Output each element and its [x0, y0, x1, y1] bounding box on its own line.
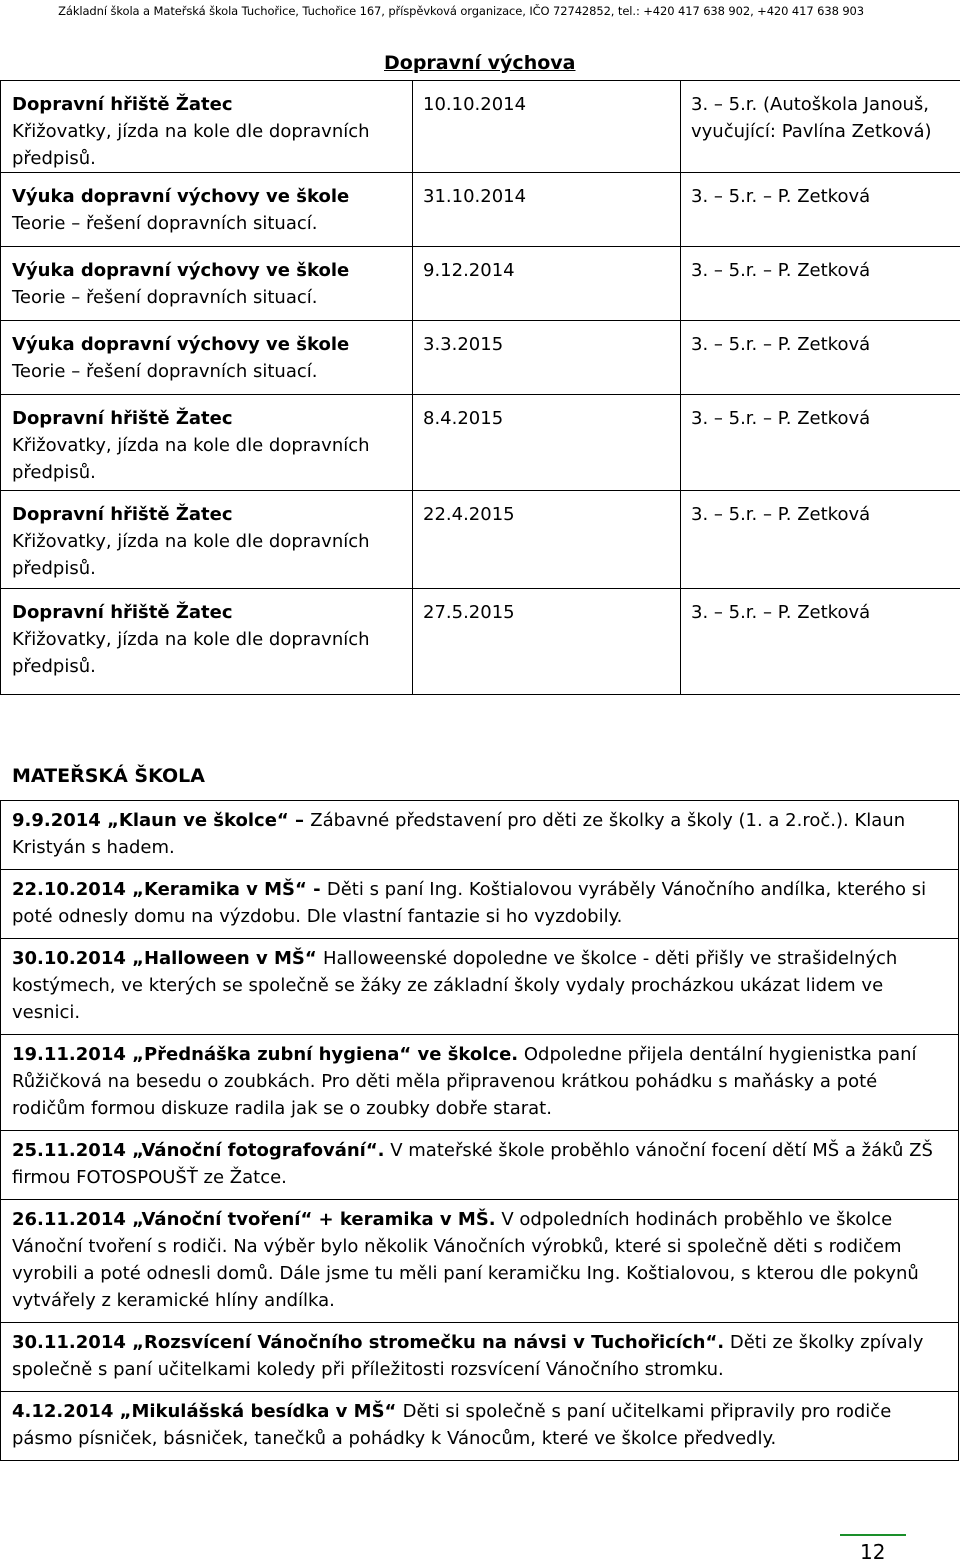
participants-cell: 3. – 5.r. – P. Zetková	[681, 589, 960, 695]
materska-skola-heading: MATEŘSKÁ ŠKOLA	[12, 765, 205, 787]
schedule-row	[1, 491, 960, 589]
event-description: Děti ze školky zpívaly společně s paní učitelkami koledy při příležitosti rozsvícení Vánočního stromku.	[12, 1332, 924, 1380]
activity-title: Dopravní hřiště Žatec	[12, 602, 233, 623]
date-cell: 8.4.2015	[413, 395, 681, 491]
event-row	[1, 1035, 959, 1131]
activity-cell	[1, 491, 413, 589]
event-title: 19.11.2014 „Přednáška zubní hygiena“ ve školce.	[12, 1044, 519, 1065]
date-cell: 10.10.2014	[413, 81, 681, 173]
event-title: 26.11.2014 „Vánoční tvoření“ + keramika v MŠ.	[12, 1209, 496, 1230]
event-description: Odpoledne přijela dentální hygienistka paní Růžičková na besedu o zoubkách. Pro děti měla připravenou krátkou pohádku s maňásky a poté rodičům formou diskuze radila jak se o zoubky dobře starat.	[12, 1044, 917, 1119]
event-description: Děti s paní Ing. Koštialovou vyráběly Vánočního andílka, kterého si poté odnesly domu na výzdobu. Dle vlastní fantazie si ho vyzdobily.	[12, 879, 927, 927]
activity-cell	[1, 395, 413, 491]
event-row	[1, 1323, 959, 1392]
date-cell: 3.3.2015	[413, 321, 681, 395]
schedule-row	[1, 247, 960, 321]
event-cell	[1, 1392, 959, 1461]
date-cell: 9.12.2014	[413, 247, 681, 321]
participants-cell: 3. – 5.r. – P. Zetková	[681, 247, 960, 321]
event-description: V odpoledních hodinách proběhlo ve školce Vánoční tvoření s rodiči. Na výběr bylo několik Vánočních výrobků, které si společně děti s rodičem vyrobili a poté odnesli domů. Dále jsme tu měli paní keramičku Ing. Koštialovou, s kterou dle pokynů vytvářely z keramické hlíny andílka.	[12, 1209, 919, 1311]
activity-description: Křižovatky, jízda na kole dle dopravních předpisů.	[12, 531, 370, 579]
event-title: 25.11.2014 „Vánoční fotografování“.	[12, 1140, 385, 1161]
schedule-row	[1, 395, 960, 491]
event-title: 4.12.2014 „Mikulášská besídka v MŠ“	[12, 1401, 403, 1422]
participants-cell: 3. – 5.r. – P. Zetková	[681, 173, 960, 247]
event-title: 30.11.2014 „Rozsvícení Vánočního stromečku na návsi v Tuchořicích“.	[12, 1332, 725, 1353]
activity-description: Křižovatky, jízda na kole dle dopravních předpisů.	[12, 435, 370, 483]
event-title: 30.10.2014 „Halloween v MŠ“	[12, 948, 323, 969]
event-cell	[1, 1035, 959, 1131]
event-cell	[1, 1323, 959, 1392]
activity-cell	[1, 81, 413, 173]
activity-description: Křižovatky, jízda na kole dle dopravních předpisů.	[12, 121, 370, 169]
activity-title: Výuka dopravní výchovy ve škole	[12, 186, 350, 207]
event-description: V mateřské škole proběhlo vánoční focení dětí MŠ a žáků ZŠ firmou FOTOSPOUŠŤ ze Žatce.	[12, 1140, 933, 1188]
activity-cell	[1, 589, 413, 695]
participants-cell: 3. – 5.r. (Autoškola Janouš, vyučující: Pavlína Zetková)	[681, 81, 960, 173]
activity-title: Výuka dopravní výchovy ve škole	[12, 260, 350, 281]
page-number: 12	[860, 1540, 886, 1564]
event-description: Děti si společně s paní učitelkami připravily pro rodiče pásmo písniček, básniček, tanečků a pohádky k Vánocům, které ve školce předvedly.	[12, 1401, 892, 1449]
schedule-row	[1, 589, 960, 695]
page-header	[0, 4, 960, 18]
event-title: 9.9.2014 „Klaun ve školce“ –	[12, 810, 311, 831]
activity-cell	[1, 247, 413, 321]
participants-cell: 3. – 5.r. – P. Zetková	[681, 491, 960, 589]
date-cell: 31.10.2014	[413, 173, 681, 247]
activity-title: Dopravní hřiště Žatec	[12, 94, 233, 115]
schedule-row	[1, 173, 960, 247]
activity-description: Teorie – řešení dopravních situací.	[12, 213, 318, 234]
event-row	[1, 1131, 959, 1200]
activity-description: Teorie – řešení dopravních situací.	[12, 287, 318, 308]
event-description: Halloweenské dopoledne ve školce - děti přišly ve strašidelných kostýmech, ve kterých se společně se žáky ze základní školy vydaly procházkou ukázat lidem ve vesnici.	[12, 948, 898, 1023]
event-row	[1, 1392, 959, 1461]
activity-cell	[1, 173, 413, 247]
schedule-table	[0, 80, 960, 695]
activity-description: Teorie – řešení dopravních situací.	[12, 361, 318, 382]
event-cell	[1, 1200, 959, 1323]
event-row	[1, 939, 959, 1035]
date-cell: 22.4.2015	[413, 491, 681, 589]
event-cell	[1, 870, 959, 939]
participants-cell: 3. – 5.r. – P. Zetková	[681, 395, 960, 491]
activity-title: Dopravní hřiště Žatec	[12, 504, 233, 525]
event-cell	[1, 801, 959, 870]
header-text: Základní škola a Mateřská škola Tuchořice, Tuchořice 167, příspěvková organizace, IČO 72742852, tel.: +420 417 638 902, +420 417 638 903	[58, 4, 864, 18]
event-cell	[1, 1131, 959, 1200]
schedule-row	[1, 321, 960, 395]
event-description: Zábavné představení pro děti ze školky a školy (1. a 2.roč.). Klaun Kristyán s hadem.	[12, 810, 906, 858]
events-table	[0, 800, 959, 1461]
section-title-dopravni-vychova: Dopravní výchova	[384, 52, 576, 74]
schedule-row	[1, 81, 960, 173]
date-cell: 27.5.2015	[413, 589, 681, 695]
activity-description: Křižovatky, jízda na kole dle dopravních předpisů.	[12, 629, 370, 677]
footer-divider	[840, 1534, 906, 1536]
event-cell	[1, 939, 959, 1035]
event-row	[1, 870, 959, 939]
event-row	[1, 801, 959, 870]
participants-cell: 3. – 5.r. – P. Zetková	[681, 321, 960, 395]
activity-title: Dopravní hřiště Žatec	[12, 408, 233, 429]
activity-cell	[1, 321, 413, 395]
event-title: 22.10.2014 „Keramika v MŠ“ -	[12, 879, 327, 900]
activity-title: Výuka dopravní výchovy ve škole	[12, 334, 350, 355]
event-row	[1, 1200, 959, 1323]
